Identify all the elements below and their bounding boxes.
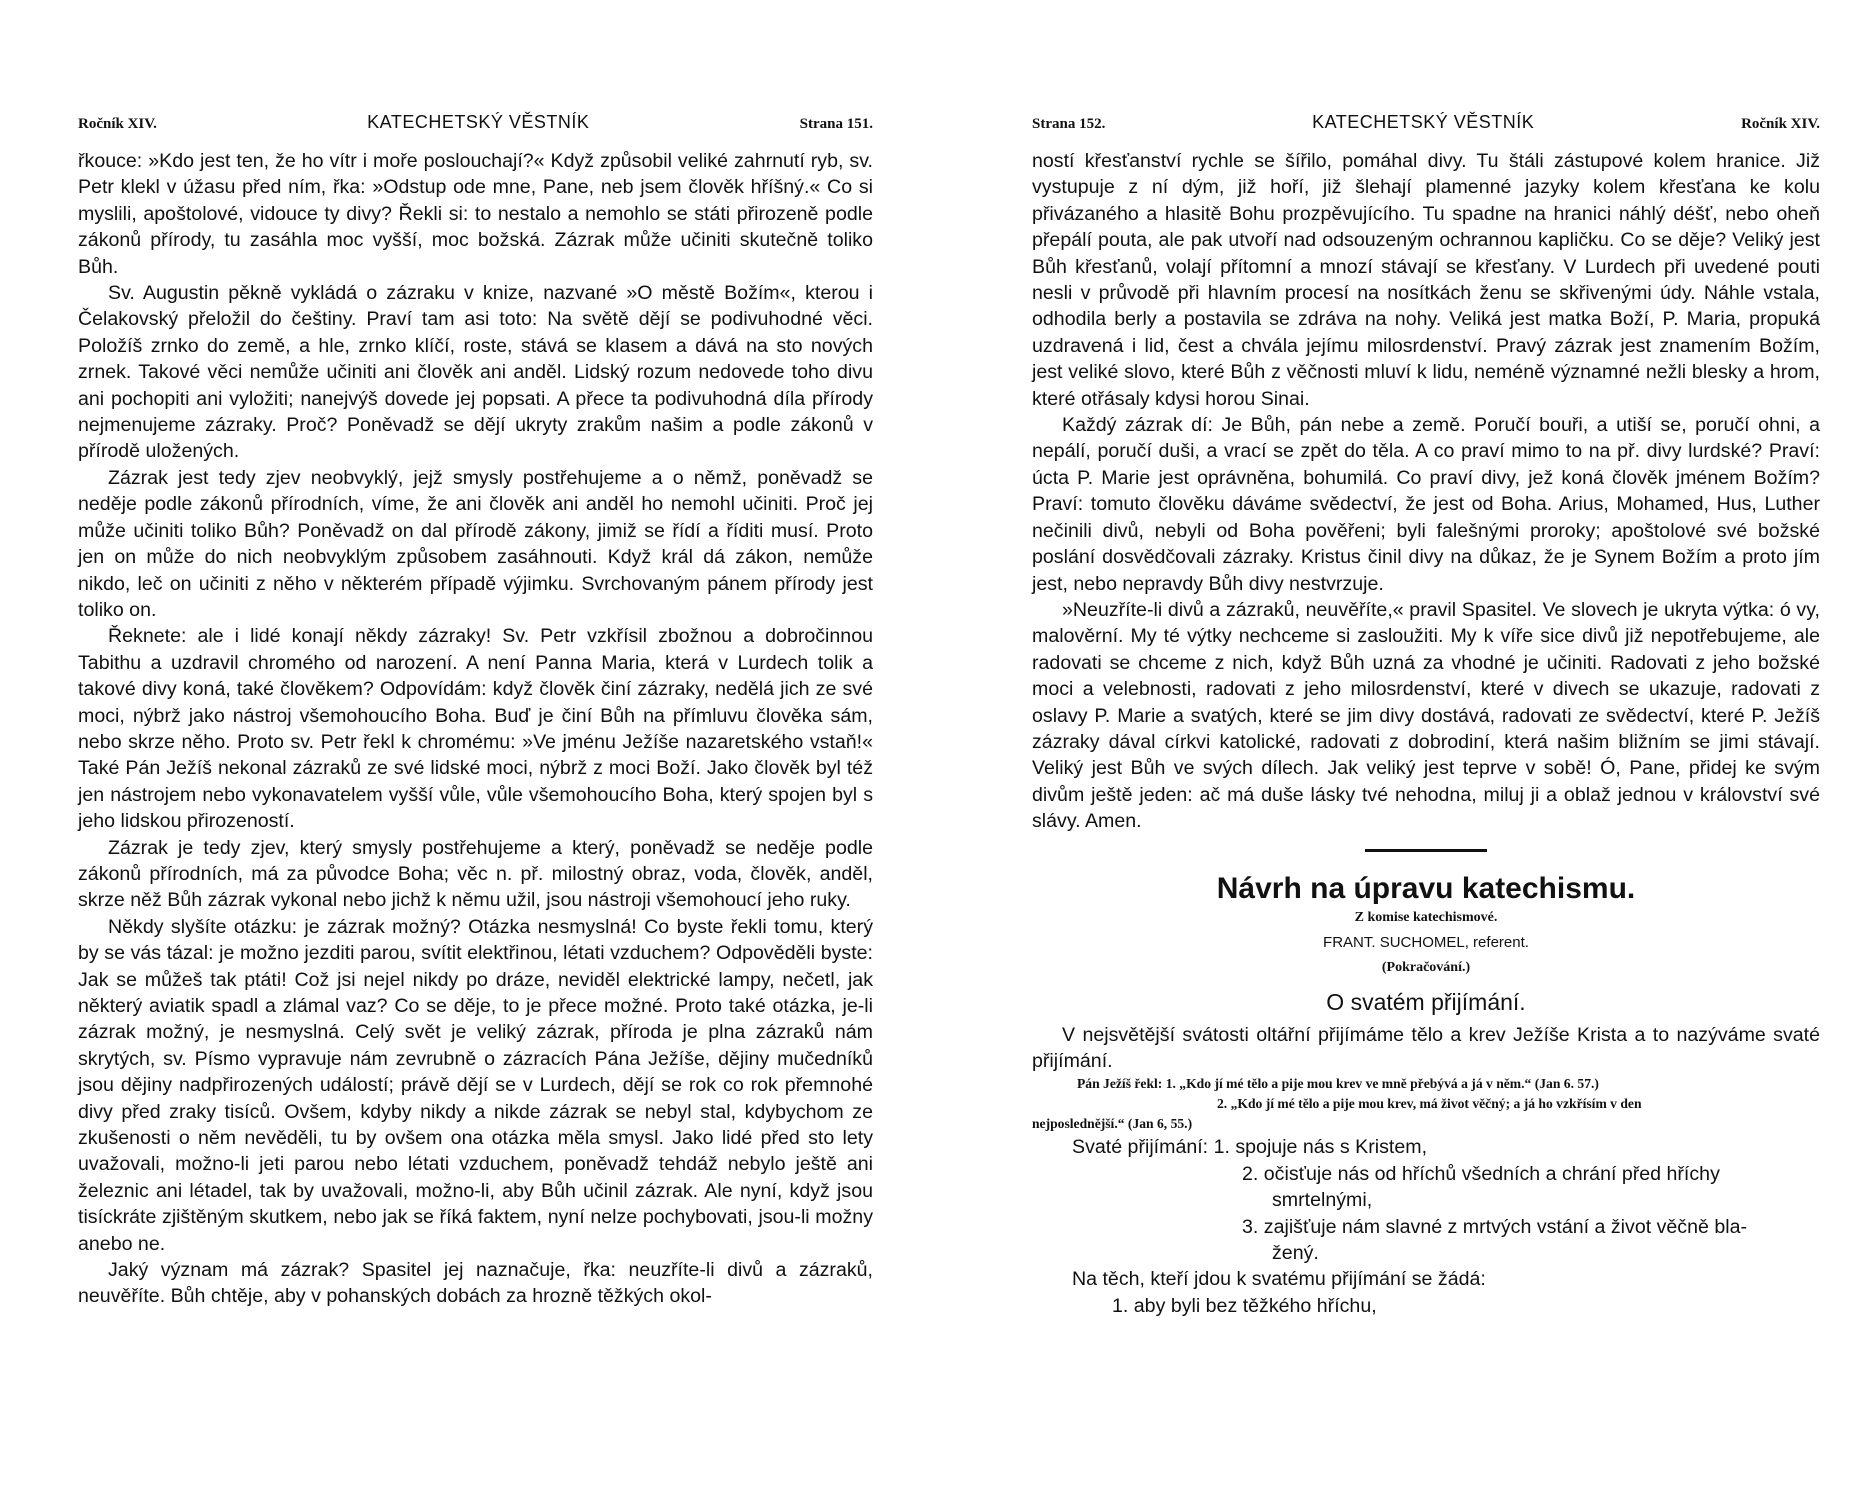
- article-author: FRANT. SUCHOMEL, referent.: [1323, 933, 1529, 951]
- continuation-note: (Pokračování.): [1381, 959, 1471, 975]
- paragraph: Zázrak je tedy zjev, který smysly postřehujeme a který, poněvadž se neděje podle zákonů přírodních, má za původce Boha; věc n. př. milostný obraz, voda, člověk, anděl, skrze něž Bůh zázrak vykonal nebo jichž k němu užil, jsou nástroji všemohoucí jeho ruky.: [78, 836, 873, 912]
- paragraph: Sv. Augustin pěkně vykládá o zázraku v knize, nazvané »O městě Božím«, kterou i Čelakovský přeložil do češtiny. Praví tam asi toto: Na světě dějí se podivuhodné věci. Položíš zrnko do země, a hle, zrnko klíčí, roste, stává se klasem a dává na sto nových zrnek. Takové věci nemůže učiniti ani člověk ani anděl. Lidský rozum nedovede toho divu ani pochopiti ani vyložiti; nanejvýš dovede jej popsati. A přece ta podivuhodná díla přírody nejmenujeme zázraky. Proč? Poněvadž se dějí ukryty zrakům našim a podle zákonů v přírodě uložených.: [78, 282, 873, 463]
- page-number: Strana 151.: [799, 116, 873, 132]
- article-title: Návrh na úpravu katechismu.: [1216, 871, 1636, 905]
- journal-title: KATECHETSKÝ VĚSTNÍK: [367, 112, 590, 132]
- scripture-quote: 2. „Kdo jí mé tělo a pije mou krev, má život věčný; a já ho vzkřísím v den: [1217, 1096, 1642, 1112]
- effect-item-continuation: smrtelnými,: [1272, 1189, 1373, 1212]
- paragraph: Zázrak jest tedy zjev neobvyklý, jejž smysly postřehujeme a o němž, poněvadž se neděje podle zákonů přírodních, víme, že ani člověk ani anděl ho nemohl učiniti. Proč jej může učiniti toliko Bůh? Poněvadž on dal přírodě zákony, jimiž se řídí a říditi musí. Proto jen on může do nich neobvyklým způsobem zasáhnouti. Když král dá zákon, nemůže nikdo, leč on učiniti z něho v některém případě výjimku. Svrchovaným pánem přírody jest toliko on.: [78, 466, 873, 621]
- paragraph: Jaký význam má zázrak? Spasitel jej naznačuje, řka: neuzříte-li divů a zázraků, neuvěříte. Bůh chtěje, aby v pohanských dobách za hrozně těžkých okol-: [78, 1259, 873, 1308]
- paragraph: Někdy slyšíte otázku: je zázrak možný? Otázka nesmyslná! Co byste řekli tomu, který by se vás tázal: je možno jezditi parou, svítit elektřinou, létati vzduchem? Odpověděli byste: Jak se můžeš tak ptáti! Což jsi nejel nikdy po dráze, neviděl elektrické lampy, nečetl, jak některý aviatik spadl a zlámal vaz? Co se děje, to je přece možné. Proto také otázka, je-li zázrak možný, je nesmyslná. Celý svět je veliký zázrak, příroda je plna zázraků nám skrytých, sv. Písmo vypravuje nám zevrubně o zázracích Pána Ježíše, dějiny mučedníků jsou dějiny nadpřirozených událostí; právě dějí se v Lurdech, dějí se rok co rok přemnohé divy před zraky tisíců. Ovšem, kdyby nikdy a nikde zázrak se nebyl stal, kdybychom ze zkušenosti o něm nevěděli, tu by ovšem ona otázka měla smysl. Jako lidé před sto lety uvažovali, možno-li jeti parou nebo létati vzduchem, poněvadž tehdáž nebylo ještě ani železnic ani létadel, tak by uvažovali, možno-li, aby Bůh učinil zázrak. Ale nyní, když jsou tisíckráte zjištěným skutkem, nebo jak se říká faktem, nyní nelze pochybovati, jsou-li možny anebo ne.: [78, 915, 873, 1255]
- paragraph: Řeknete: ale i lidé konají někdy zázraky! Sv. Petr vzkřísil zbožnou a dobročinnou Tabithu a uzdravil chromého od narození. A není Panna Maria, která v Lurdech tolik a takové divy koná, také člověkem? Odpovídám: když člověk činí zázraky, nedělá jich ze své moci, nýbrž jako nástroj všemohoucího Boha. Buď je činí Bůh na přímluvu člověka sám, nebo skrze něho. Proto sv. Petr řekl k chromému: »Ve jménu Ježíše nazaretského vstaň!« Také Pán Ježíš nekonal zázraků ze své lidské moci, nýbrž z moci Boží. Jako člověk byl též jen nástrojem nebo vykonavatelem vyšší vůle, vůle všemohoucího Boha, který spojen byl s jeho lidskou přirozeností.: [78, 625, 873, 833]
- article-subtitle: Z komise katechismové.: [1354, 909, 1498, 925]
- section-title: O svatém přijímání.: [1326, 988, 1526, 1015]
- volume-label: Ročník XIV.: [1741, 116, 1820, 132]
- requirement-lead: Na těch, kteří jdou k svatému přijímání se žádá:: [1072, 1268, 1486, 1291]
- paragraph: »Neuzříte-li divů a zázraků, neuvěříte,« pravil Spasitel. Ve slovech je ukryta výtka: ó vy, malověrní. My té výtky nechceme si zasloužiti. My k víře sice divů již nepotřebujeme, ale radovati se chceme z nich, když Bůh uzná za vhodné je učiniti. Radovati z jeho božské moci a velebnosti, radovati z jeho milosrdenství, které v divech se ukazuje, radovati z oslavy P. Marie a svatých, které se jim divy dostává, radovati ze svědectví, které P. Ježíš zázraky dával církvi katolické, radovati z dobrodiní, která našim bližním se jimi stávají. Veliký jest Bůh ve svých dílech. Jak veliký jest teprve v sobě! Ó, Pane, přidej ke svým divům ještě jeden: ač má duše lásky tvé nehodna, miluj ji a oblaž jednou v království své slávy. Amen.: [1032, 598, 1820, 833]
- scripture-quote: Pán Ježíš řekl: 1. „Kdo jí mé tělo a pije mou krev ve mně přebývá a já v něm.“ (Jan 6. 57.): [1077, 1076, 1599, 1092]
- paragraph: ností křesťanství rychle se šířilo, pomáhal divy. Tu štáli zástupové kolem hranice. Již vystupuje z ní dým, již hoří, již šlehají plamenné jazyky kolem křesťana ke kolu přivázaného a hlasitě Bohu prozpěvujícího. Tu spadne na hranici náhlý déšť, nebo oheň přepálí pouta, ale pak utvoří nad odsouzeným ochrannou kapličku. Co se děje? Veliký jest Bůh křesťanů, volají přítomní a mnozí stávají se křesťany. V Lurdech při uvedené pouti nesli v průvodě při hlavním procesí na nosítkách ženu se skřivenými údy. Náhle vstala, odhodila berly a postavila se zdráva na nohy. Veliká jest matka Boží, P. Maria, propuká uzdravená i lid, čest a chvála jejímu milosrdenství. Pravý zázrak jest znamením Božím, jest veliké slovo, které Bůh z věčnosti mluví k lidu, neméně významné nežli blesky a hrom, které otřásaly kdysi horou Sinai.: [1032, 150, 1820, 410]
- paragraph: Každý zázrak dí: Je Bůh, pán nebe a země. Poručí bouři, a utiší se, poručí ohni, a nepálí, poručí duši, a vrací se zpět do těla. A co praví mimo to na př. divy lurdské? Praví: úcta P. Marie jest oprávněna, bohumilá. Co praví divy, jež koná člověk jménem Božím? Praví: tomuto člověku dáváme svědectví, že jest od Boha. Arius, Mohamed, Hus, Luther nečinili divů, nebyli od Boha pověřeni; byli falešnými proroky; apoštolové své božské poslání dosvědčovali zázraky. Kristus činil divy na důkaz, že je Synem Božím a proto jím jest, nebo nepravdy Bůh divy nestvrzuje.: [1032, 414, 1820, 595]
- paragraph: řkouce: »Kdo jest ten, že ho vítr i moře poslouchají?« Když způsobil veliké zahrnutí ryb, sv. Petr klekl v úžasu před ním, řka: »Odstup ode mne, Pane, neb jsem člověk hříšný.« Co si myslili, apoštolové, vidouce ty divy? Řekli si: to nestalo a nemohlo se státi přirozeně podle zákonů přírody, tu zasáhla moc vyšší, moc božská. Zázrak může učiniti skutečně toliko Bůh.: [78, 150, 873, 278]
- left-running-head: [78, 110, 873, 148]
- effect-item-continuation: žený.: [1272, 1242, 1319, 1264]
- right-running-head: [1032, 110, 1820, 148]
- requirement-item: 1. aby byli bez těžkého hříchu,: [1112, 1294, 1377, 1317]
- effects-lead: Svaté přijímání: 1. spojuje nás s Kristem,: [1072, 1136, 1428, 1159]
- page-number: Strana 152.: [1032, 116, 1106, 132]
- scripture-quote: nejposlednější.“ (Jan 6, 55.): [1032, 1116, 1193, 1132]
- left-page: [78, 110, 873, 1310]
- article-intro: V nejsvětější svátosti oltářní přijímáme tělo a krev Ježíše Krista a to nazýváme svaté přijímání.: [1032, 1023, 1820, 1072]
- volume-label: Ročník XIV.: [78, 116, 157, 132]
- section-divider: [1365, 849, 1487, 852]
- effect-item: 3. zajišťuje nám slavné z mrtvých vstání a život věčně bla-: [1242, 1215, 1748, 1238]
- right-page: [1032, 110, 1820, 1319]
- journal-title: KATECHETSKÝ VĚSTNÍK: [1312, 112, 1535, 132]
- effect-item: 2. očisťuje nás od hříchů všedních a chrání před hříchy: [1242, 1162, 1720, 1185]
